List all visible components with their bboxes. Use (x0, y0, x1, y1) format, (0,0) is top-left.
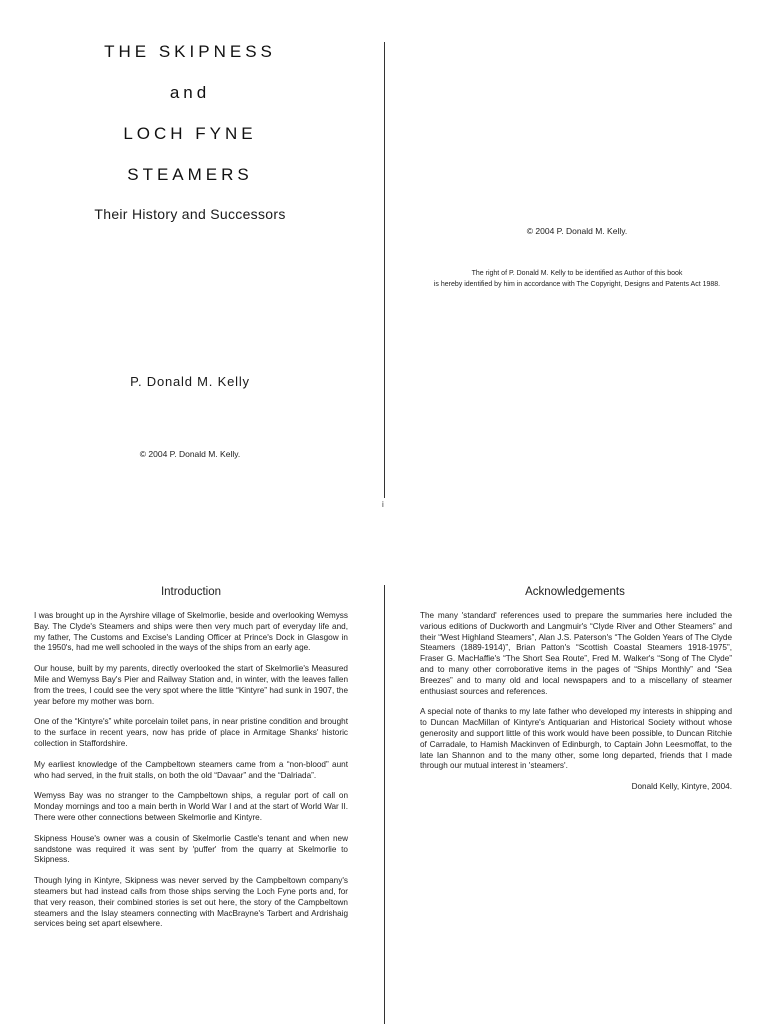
rights-line-1: The right of P. Donald M. Kelly to be identified as Author of this book (471, 270, 683, 277)
introduction-heading: Introduction (160, 586, 222, 598)
title-line-3: LOCH FYNE (123, 124, 257, 143)
title-copyright: © 2004 P. Donald M. Kelly. (139, 449, 241, 459)
top-divider (384, 42, 385, 498)
ack-paragraph: A special note of thanks to my late father who developed my interests in shipping and to Duncan MacMillan of Kintyre's Antiquarian and Historical Society without whose generosity and support little of this work would have been possible, to Duncan Ritchie of Carradale, to Hamish Mackinven of Edinburgh, to Captain John Leesmoffat, to the late Ian Shannon and to the many other, some long departed, friends that I made through our mutual interest in 'steamers'. (420, 707, 732, 771)
bottom-divider (384, 585, 385, 1024)
ack-paragraph: The many 'standard' references used to prepare the summaries here included the various editions of Duckworth and Langmuir's “Clyde River and Other Steamers” and their “West Highland Steamers”, Alan J.S. Paterson's “The Golden Years of The Clyde Steamers (1889-1914)”, Brian Patton's “Scottish Coastal Steamers 1918-1975”, Fraser G. MacHaffie's “The Short Sea Route”, Fred M. Walker's “Song of The Clyde” and to many other corroborative items in the pages of “Ships Monthly” and “Sea Breezes” and to many old and local newspapers and to a miscellany of steamer enthusiast sources and references. (420, 611, 732, 696)
intro-paragraph: Though lying in Kintyre, Skipness was never served by the Campbeltown company's steamers but had instead calls from those ships serving the Loch Fyne ports and, for that very reason, their combined stories is set out here, the story of the Campbeltown steamers and the Islay steamers connecting with MacBrayne's Tarbert and Ardrishaig services being set apart elsewhere. (34, 876, 348, 929)
title-line-1: THE SKIPNESS (104, 42, 276, 61)
page-number: i (382, 500, 384, 509)
author-name: P. Donald M. Kelly (130, 374, 250, 389)
signature: Donald Kelly, Kintyre, 2004. (631, 782, 732, 792)
introduction-body (34, 611, 348, 940)
intro-paragraph: Wemyss Bay was no stranger to the Campbeltown ships, a regular port of call on Monday mornings and too a main berth in World War I and at the start of World War II. There were other connections between Skelmorlie and Kintyre. (34, 791, 348, 822)
acknowledgements-heading: Acknowledgements (525, 586, 625, 598)
acknowledgements-body (420, 611, 732, 793)
title-line-2: and (169, 83, 211, 102)
intro-paragraph: One of the “Kintyre's” white porcelain toilet pans, in near pristine condition and brought to the surface in recent years, now has pride of place in Armitage Shanks' historic collection in Staffordshire. (34, 717, 348, 748)
subtitle: Their History and Successors (94, 206, 286, 222)
rights-statement (386, 268, 768, 290)
intro-paragraph: Our house, built by my parents, directly overlooked the start of Skelmorlie's Measured Mile and Wemyss Bay's Pier and Railway Station and, in winter, with the leaves fallen from the trees, I could see the very spot where the little “Kintyre” had sunk in 1907, the year before my mother was born. (34, 664, 348, 706)
intro-paragraph: My earliest knowledge of the Campbeltown steamers came from a “non-blood” aunt who had served, in the fruit stalls, on both the old “Davaar” and the “Dalriada”. (34, 759, 348, 780)
title-line-4: STEAMERS (127, 165, 253, 184)
rights-line-2: is hereby identified by him in accordance with The Copyright, Designs and Patents Act 1988. (433, 281, 721, 288)
copyright-notice: © 2004 P. Donald M. Kelly. (526, 226, 628, 236)
intro-paragraph: Skipness House's owner was a cousin of Skelmorlie Castle's tenant and when new sandstone was required it was sent by 'puffer' from the quarry at Skelmorlie to Skipness. (34, 833, 348, 865)
intro-paragraph: I was brought up in the Ayrshire village of Skelmorlie, beside and overlooking Wemyss Bay. The Clyde's Steamers and ships were then very much part of everyday life and, my father, The Customs and Excise's Landing Officer at Prince's Dock in Glasgow in the 1950's, had me well schooled in the ways of the ships from an early age. (34, 611, 348, 653)
